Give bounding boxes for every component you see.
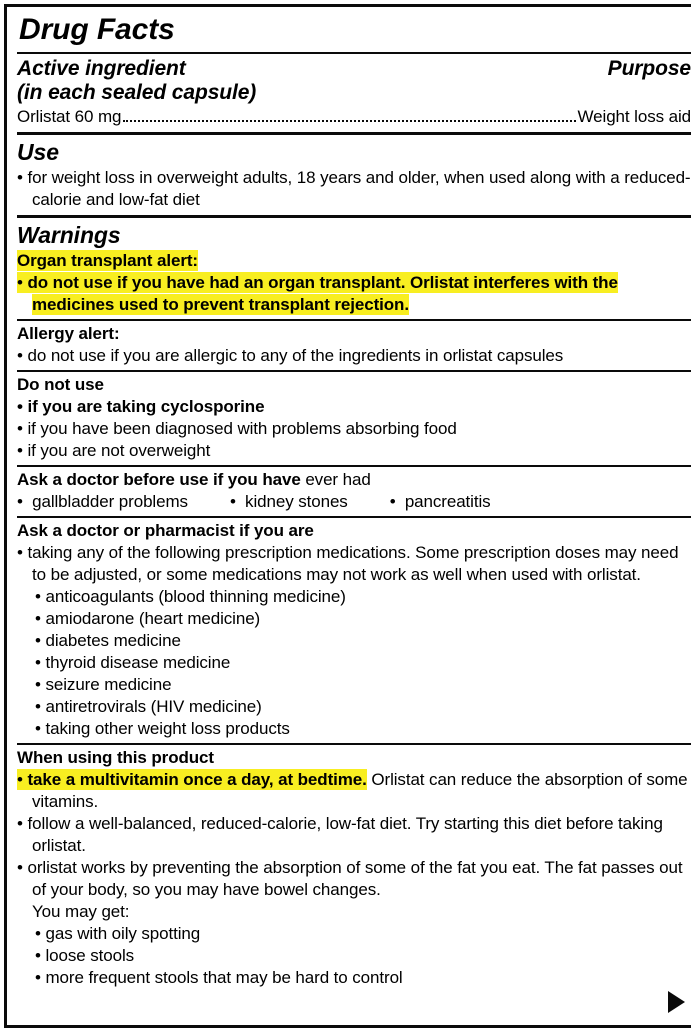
- use-bullet: • for weight loss in overweight adults, 18 years and older, when used along with a reduced-calorie and low-fat diet: [17, 167, 691, 211]
- diet-bullet: • follow a well-balanced, reduced-calorie, low-fat diet. Try starting this diet before taking orlistat.: [17, 813, 691, 857]
- medication-item: • diabetes medicine: [35, 630, 691, 652]
- when-using-label: When using this product: [17, 748, 214, 767]
- medication-item: • anticoagulants (blood thinning medicine): [35, 586, 691, 608]
- subsection-divider: [17, 370, 691, 372]
- page-title: Drug Facts: [19, 13, 175, 46]
- subsection-divider: [17, 743, 691, 745]
- ingredient-row: [17, 106, 691, 128]
- ask-doctor-label: Ask a doctor before use if you have ever had: [17, 470, 371, 489]
- side-effect-item: • gas with oily spotting: [35, 923, 691, 945]
- section-divider: [17, 132, 691, 135]
- medication-item: • seizure medicine: [35, 674, 691, 696]
- ask-doctor-bullet: • gallbladder problems: [17, 491, 188, 513]
- prescription-medications-bullet: • taking any of the following prescription medications. Some prescription doses may need to be adjusted, or some medications may not work as well when used with orlistat.: [17, 542, 691, 586]
- dot-leader: [123, 120, 575, 122]
- medication-item: • taking other weight loss products: [35, 718, 691, 740]
- ingredient-name: Orlistat 60 mg: [17, 107, 122, 126]
- do-not-use-bullet: • if you are not overweight: [17, 440, 691, 462]
- ask-doctor-section: [17, 469, 691, 513]
- do-not-use-section: [17, 374, 691, 462]
- medication-item: • amiodarone (heart medicine): [35, 608, 691, 630]
- subsection-divider: [17, 319, 691, 321]
- multivitamin-bullet: • take a multivitamin once a day, at bedtime. Orlistat can reduce the absorption of some vitamins.: [17, 769, 691, 813]
- warnings-heading: Warnings: [17, 222, 121, 248]
- ask-doctor-bullet: • kidney stones: [230, 491, 348, 513]
- allergy-alert: [17, 323, 691, 367]
- organ-transplant-alert: [17, 250, 691, 316]
- allergy-alert-bullet: • do not use if you are allergic to any of the ingredients in orlistat capsules: [17, 345, 691, 367]
- medication-item: • antiretrovirals (HIV medicine): [35, 696, 691, 718]
- side-effect-item: • loose stools: [35, 945, 691, 967]
- medication-item: • thyroid disease medicine: [35, 652, 691, 674]
- ask-doctor-pharmacist-section: [17, 520, 691, 740]
- drug-facts-label: [4, 4, 691, 1028]
- do-not-use-label: Do not use: [17, 375, 104, 394]
- subsection-divider: [17, 516, 691, 518]
- section-divider: [17, 215, 691, 218]
- side-effects-sublist: [35, 923, 691, 989]
- you-may-get-label: You may get:: [32, 902, 130, 921]
- ask-doctor-bullets: [17, 491, 691, 513]
- do-not-use-bullet: • if you are taking cyclosporine: [17, 396, 691, 418]
- purpose-heading: Purpose: [607, 57, 691, 80]
- do-not-use-bullet: • if you have been diagnosed with problems absorbing food: [17, 418, 691, 440]
- side-effect-item: • more frequent stools that may be hard to control: [35, 967, 691, 989]
- organ-alert-label: Organ transplant alert:: [17, 251, 198, 270]
- active-ingredient-header: [17, 57, 691, 105]
- when-using-section: [17, 747, 691, 989]
- subsection-divider: [17, 465, 691, 467]
- title-divider: [17, 52, 691, 54]
- active-ingredient-heading: [17, 57, 256, 105]
- how-it-works-bullet: • orlistat works by preventing the absorption of some of the fat you eat. The fat passes out of your body, so you may have bowel changes.: [17, 857, 691, 901]
- purpose-value: Weight loss aid: [577, 107, 691, 126]
- active-ingredient-heading-line2: (in each sealed capsule): [17, 81, 257, 104]
- medication-sublist: [35, 586, 691, 740]
- active-ingredient-heading-line1: Active ingredient: [17, 57, 186, 80]
- use-list: [17, 167, 691, 211]
- ask-doctor-bullet: • pancreatitis: [390, 491, 491, 513]
- ask-doctor-pharmacist-label: Ask a doctor or pharmacist if you are: [17, 521, 314, 540]
- use-heading: Use: [17, 139, 59, 165]
- continuation-arrow-icon: [668, 991, 685, 1013]
- allergy-alert-label: Allergy alert:: [17, 324, 120, 343]
- organ-alert-bullet: • do not use if you have had an organ transplant. Orlistat interferes with the medicines used to prevent transplant rejection.: [17, 272, 691, 316]
